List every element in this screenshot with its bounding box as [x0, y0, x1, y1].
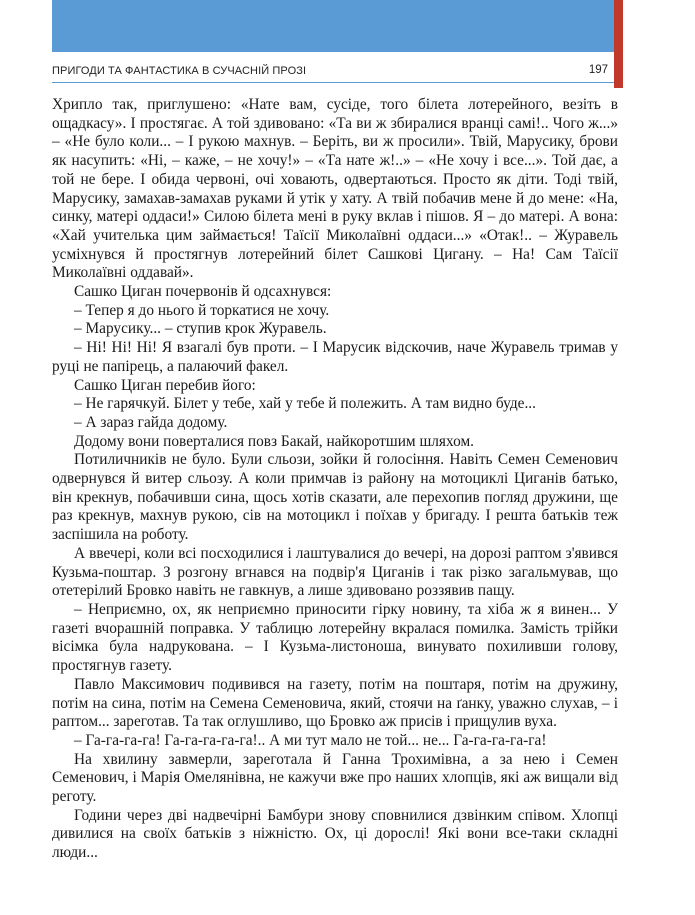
header-rule — [52, 82, 614, 83]
paragraph: На хвилину завмерли, зареготала й Ганна Трохимівна, а за нею і Семен Семенович, і Марія Омелянівна, не кажучи вже про наших хлопців, які аж вищали від реготу. — [52, 750, 618, 806]
paragraph: Потиличників не було. Були сльози, зойки й голосіння. Навіть Семен Семенович одвернувся й витер сльозу. А коли примчав із району на мотоциклі Циганів батько, він крекнув, побачивши сина, щось хотів сказати, але перехопив погляд дружини, ще раз крекнув, махнув рукою, сів на мотоцикл і поїхав у бригаду. І решта батьків теж заспішила на роботу. — [52, 451, 618, 544]
running-head — [52, 62, 614, 82]
paragraph: – А зараз гайда додому. — [74, 413, 228, 431]
paragraph: – Га-га-га-га! Га-га-га-га-га!.. А ми тут мало не той... не... Га-га-га-га-га! — [74, 731, 547, 749]
story-text — [52, 96, 618, 863]
paragraph: – Ні! Ні! Ні! Я взагалі був проти. – І Марусик відскочив, наче Журавель тримав у руці не папірець, а палаючий факел. — [52, 339, 618, 375]
paragraph: – Не гарячкуй. Білет у тебе, хай у тебе й полежить. А там видно буде... — [74, 395, 536, 413]
paragraph: Години через дві надвечірні Бамбури знову сповнилися дзвінким співом. Хлопці дивилися на своїх батьків з ніжністю. Ох, ці дорослі! Які вони все-таки складні люди... — [52, 806, 618, 862]
paragraph: – Марусику... – ступив крок Журавель. — [74, 320, 327, 338]
paragraph: Павло Максимович подивився на газету, потім на поштаря, потім на дружину, потім на сина, потім на Семена Семеновича, який, стоячи на ґанку, уважно слухав, – і раптом... зареготав. Та так оглушливо, що Бровко аж присів і прищулив вуха. — [52, 675, 618, 731]
section-title: ПРИГОДИ ТА ФАНТАСТИКА В СУЧАСНІЙ ПРОЗІ — [52, 65, 307, 77]
paragraph: Сашко Циган почервонів й одсахнувся: — [74, 283, 332, 301]
paragraph: Хрипло так, приглушено: «Нате вам, сусіде, того білета лотерейного, везіть в ощадкасу». І простягає. А той здивовано: «Та ви ж збиралися вранці самі!.. Чого ж...» – «Не було коли... – І рукою махнув. – Беріть, ви ж просили». Твій, Марусику, брови як насупить: «Ні, – каже, – не хочу!» – «Та нате ж!..» – «Не хочу і все...». Той дає, а той не бере. І обида червоні, очі ховають, одвертаються. Просто як діти. Тоді твій, Марусику, замахав-замахав руками й утік у хату. А твій побачив мене й до мене: «На, синку, матері оддаси!» Силою білета мені в руку вклав і пішов. Я – до матері. А вона: «Хай учителька цим займається! Таїсії Миколаївні оддаси...» «Отак!.. – Журавель усміхнувся й простягнув лотерейний білет Сашкові Цигану. – На! Сам Таїсії Миколаївні оддавай». — [52, 96, 618, 282]
accent-bar — [614, 0, 623, 88]
page-number: 197 — [588, 64, 608, 76]
paragraph: – Неприємно, ох, як неприємно приносити гірку новину, та хіба ж я винен... У газеті вчорашній поправка. У таблицю лотерейну вкралася помилка. Замість трійки вісімка була надрукована. – І Кузьма-листоноша, винувато похиливши голову, простягнув газету. — [52, 600, 618, 675]
paragraph: Додому вони поверталися повз Бакай, найкоротшим шляхом. — [74, 432, 475, 450]
header-band — [52, 0, 614, 52]
paragraph: Сашко Циган перебив його: — [74, 376, 256, 394]
paragraph: А ввечері, коли всі посходилися і лаштувалися до вечері, на дорозі раптом з'явився Кузьма-поштар. З розгону вгнався на подвір'я Циганів і так різко загальмував, що отетерілий Бровко навіть не гавкнув, а лише здивовано роззявив пащу. — [52, 544, 618, 600]
paragraph: – Тепер я до нього й торкатися не хочу. — [74, 301, 330, 319]
